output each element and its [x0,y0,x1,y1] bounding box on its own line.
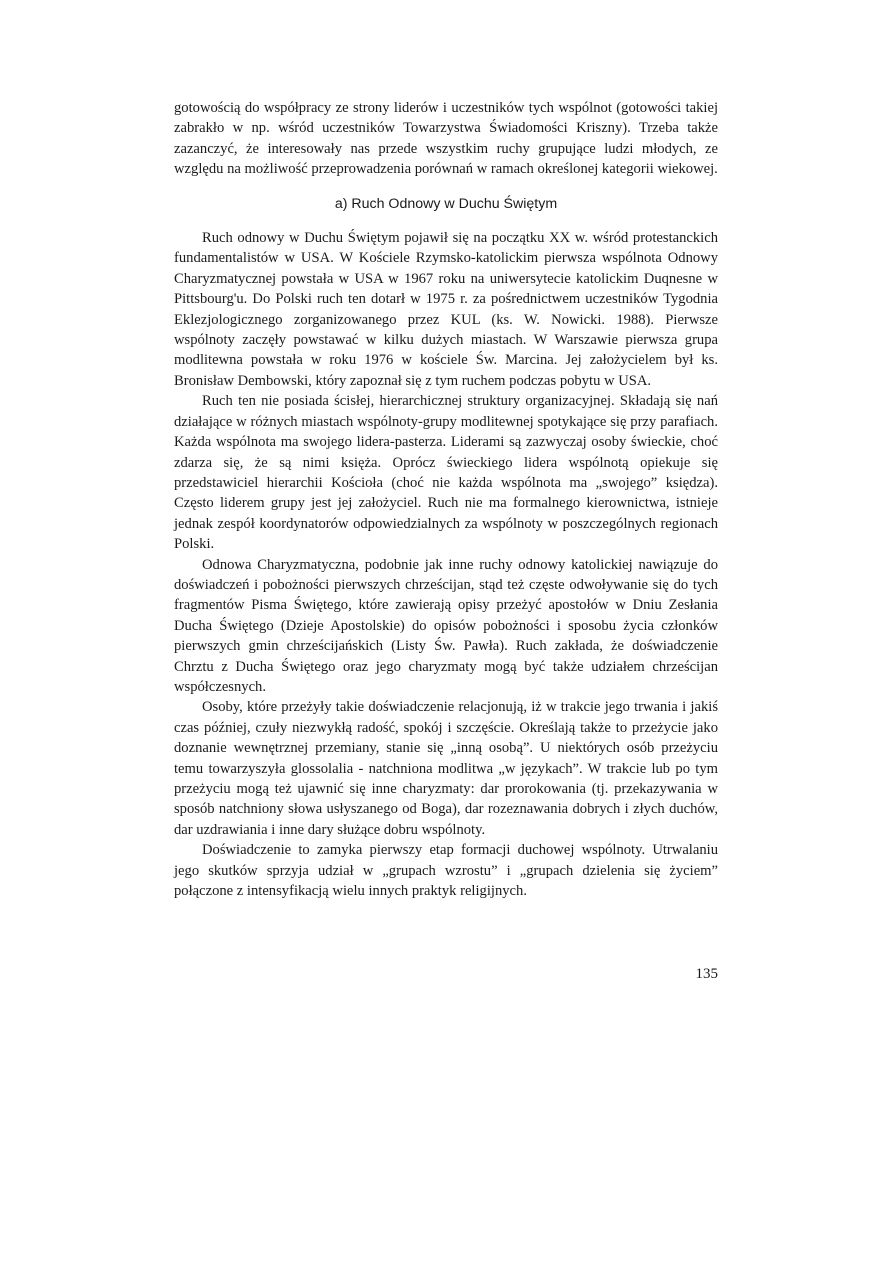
paragraph-formation: Doświadczenie to zamyka pierwszy etap formacji duchowej wspólnoty. Utrwalaniu jego skutków sprzyja udział w „grupach wzrostu” i „grupach dzielenia się życiem” połączone z intensyfikacją wielu innych praktyk religijnych. [174,842,718,900]
paragraph-experience: Osoby, które przeżyły takie doświadczenie relacjonują, iż w trakcie jego trwania i jakiś czas później, czuły niezwykłą radość, spokój i szczęście. Określają także to przeżycie jako doznanie wewnętrznej przemiany, stanie się „inną osobą”. U niektórych osób przeżyciu temu towarzyszyła glossolalia - natchniona modlitwa „w językach”. W trakcie lub po tym przeżyciu mogą też ujawnić się inne charyzmaty: dar prorokowania (tj. przekazywania w sposób natchniony słowa usłyszanego od Boga), dar rozeznawania dobrych i złych duchów, dar uzdrawiania i inne dary służące dobru wspólnoty. [174,699,718,838]
paragraph-structure: Ruch ten nie posiada ścisłej, hierarchicznej struktury organizacyjnej. Składają się nań działające w różnych miastach wspólnoty-grupy modlitewnej spotykające się przy parafiach. Każda wspólnota ma swojego lidera-pasterza. Liderami są zazwyczaj osoby świeckie, choć zdarza się, że są nimi księża. Oprócz świeckiego lidera wspólnotą opiekuje się przedstawiciel hierarchii Kościoła (choć nie każda wspólnota ma „swojego” księdza). Często liderem grupy jest jej założyciel. Ruch nie ma formalnego kierownictwa, istnieje jednak zespół koordynatorów odpowiedzialnych za wspólnoty w poszczególnych regionach Polski. [174,393,718,553]
paragraph-intro-continued: gotowością do współpracy ze strony liderów i uczestników tych wspólnot (gotowości takiej zabrakło w np. wśród uczestników Towarzystwa Świadomości Kriszny). Trzeba także zazanczyć, że interesowały nas przede wszystkim ruchy grupujące ludzi młodych, ze względu na możliwość przeprowadzenia porównań w ramach określonej kategorii wiekowej. [174,100,718,178]
document-page [174,98,718,901]
page-number: 135 [695,966,718,982]
section-heading: a) Ruch Odnowy w Duchu Świętym [334,195,558,212]
paragraph-charismatic-renewal: Odnowa Charyzmatyczna, podobnie jak inne ruchy odnowy katolickiej nawiązuje do doświadczeń i pobożności pierwszych chrześcijan, stąd też częste odwoływanie się do tych fragmentów Pisma Świętego, które zawierają opisy przeżyć apostołów w Dniu Zesłania Ducha Świętego (Dzieje Apostolskie) do opisów pobożności i sposobu życia członków pierwszych gmin chrześcijańskich (Listy Św. Pawła). Ruch zakłada, że doświadczenie Chrztu z Ducha Świętego oraz jego charyzmaty mogą być także udziałem chrześcijan współczesnych. [174,556,718,695]
paragraph-history: Ruch odnowy w Duchu Świętym pojawił się na początku XX w. wśród protestanckich fundamentalistów w USA. W Kościele Rzymsko-katolickim pierwsza wspólnota Odnowy Charyzmatycznej powstała w USA w 1967 roku na uniwersytecie katolickim Duqnesne w Pittsbourg'u. Do Polski ruch ten dotarł w 1975 r. za pośrednictwem uczestników Tygodnia Eklezjologicznego zorganizowanego przez KUL (ks. W. Nowicki. 1988). Pierwsze wspólnoty zaczęły powstawać w kilku dużych miastach. W Warszawie pierwsza grupa modlitewna powstała w roku 1976 w kościele Św. Marcina. Jej założycielem był ks. Bronisław Dembowski, który zapoznał się z tym ruchem podczas pobytu w USA. [174,230,718,389]
